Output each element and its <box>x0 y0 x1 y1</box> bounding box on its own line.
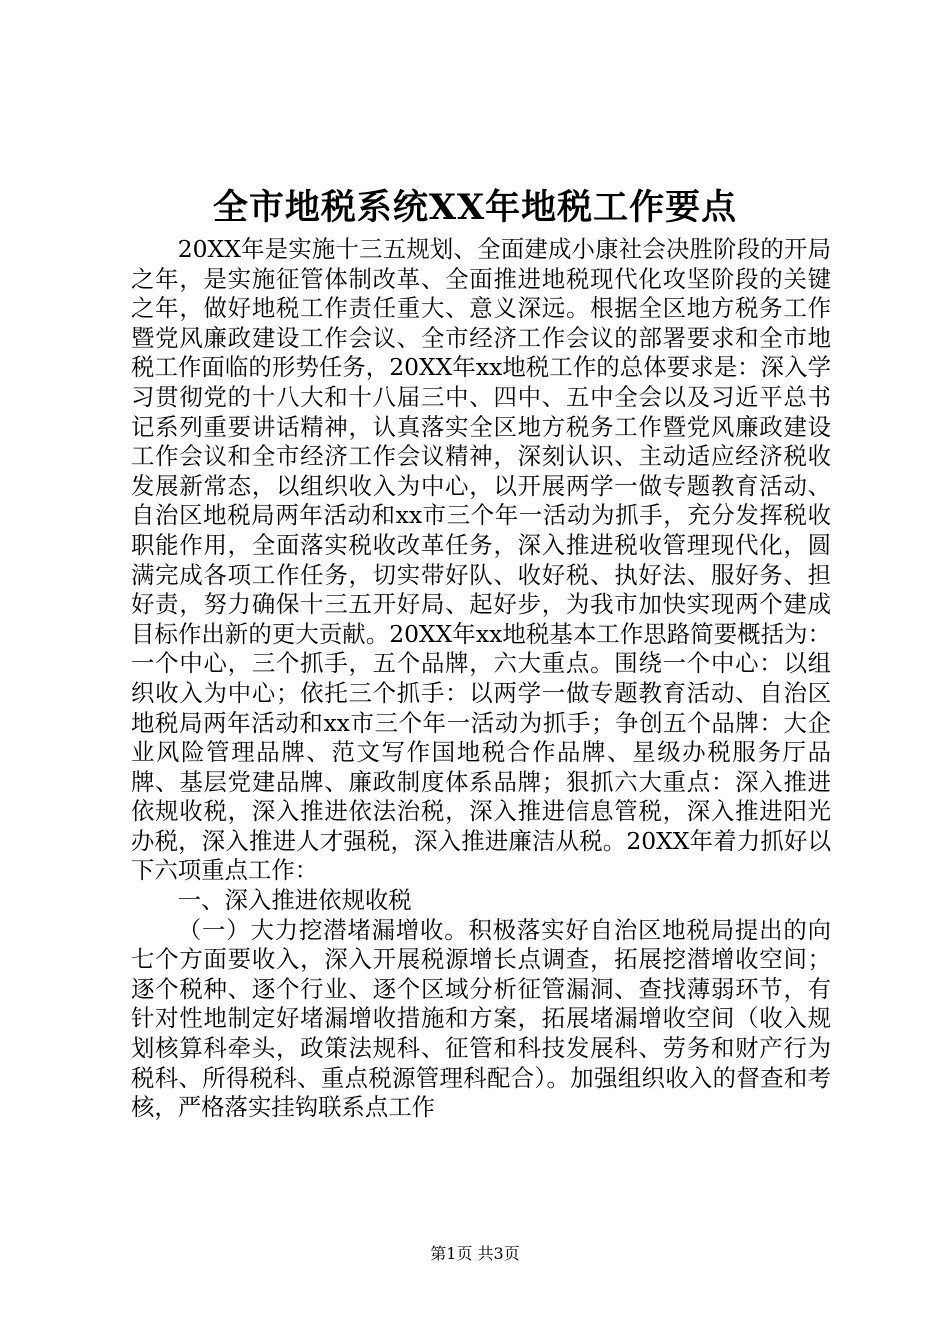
page-footer: 第1页 共3页 <box>430 1244 520 1263</box>
section-heading-1: 一、深入推进依规收税 <box>177 886 412 915</box>
document-body <box>131 235 831 1123</box>
document-title: 全市地税系统XX年地税工作要点 <box>212 187 738 228</box>
paragraph-section-1-1: （一）大力挖潜堵漏增收。积极落实好自治区地税局提出的向七个方面要收入，深入开展税源增长点调查，拓展挖潜增收空间；逐个税种、逐个行业、逐个区域分析征管漏洞、查找薄弱环节，有针对性地制定好堵漏增收措施和方案，拓展堵漏增收空间（收入规划核算科牵头，政策法规科、征管和科技发展科、劳务和财产行为税科、所得税科、重点税源管理科配合）。加强组织收入的督查和考核，严格落实挂钩联系点工作 <box>131 915 831 1122</box>
paragraph-intro: 20XX年是实施十三五规划、全面建成小康社会决胜阶段的开局之年，是实施征管体制改革、全面推进地税现代化攻坚阶段的关键之年，做好地税工作责任重大、意义深远。根据全区地方税务工作暨党风廉政建设工作会议、全市经济工作会议的部署要求和全市地税工作面临的形势任务，20XX年xx地税工作的总体要求是：深入学习贯彻党的十八大和十八届三中、四中、五中全会以及习近平总书记系列重要讲话精神，认真落实全区地方税务工作暨党风廉政建设工作会议和全市经济工作会议精神，深刻认识、主动适应经济税收发展新常态，以组织收入为中心，以开展两学一做专题教育活动、自治区地税局两年活动和xx市三个年一活动为抓手，充分发挥税收职能作用，全面落实税收改革任务，深入推进税收管理现代化，圆满完成各项工作任务，切实带好队、收好税、执好法、服好务、担好责，努力确保十三五开好局、起好步，为我市加快实现两个建成目标作出新的更大贡献。20XX年xx地税基本工作思路简要概括为：一个中心，三个抓手，五个品牌，六大重点。围绕一个中心：以组织收入为中心；依托三个抓手：以两学一做专题教育活动、自治区地税局两年活动和xx市三个年一活动为抓手；争创五个品牌：大企业风险管理品牌、范文写作国地税合作品牌、星级办税服务厅品牌、基层党建品牌、廉政制度体系品牌；狠抓六大重点：深入推进依规收税，深入推进依法治税，深入推进信息管税，深入推进阳光办税，深入推进人才强税，深入推进廉洁从税。20XX年着力抓好以下六项重点工作： <box>131 235 831 885</box>
